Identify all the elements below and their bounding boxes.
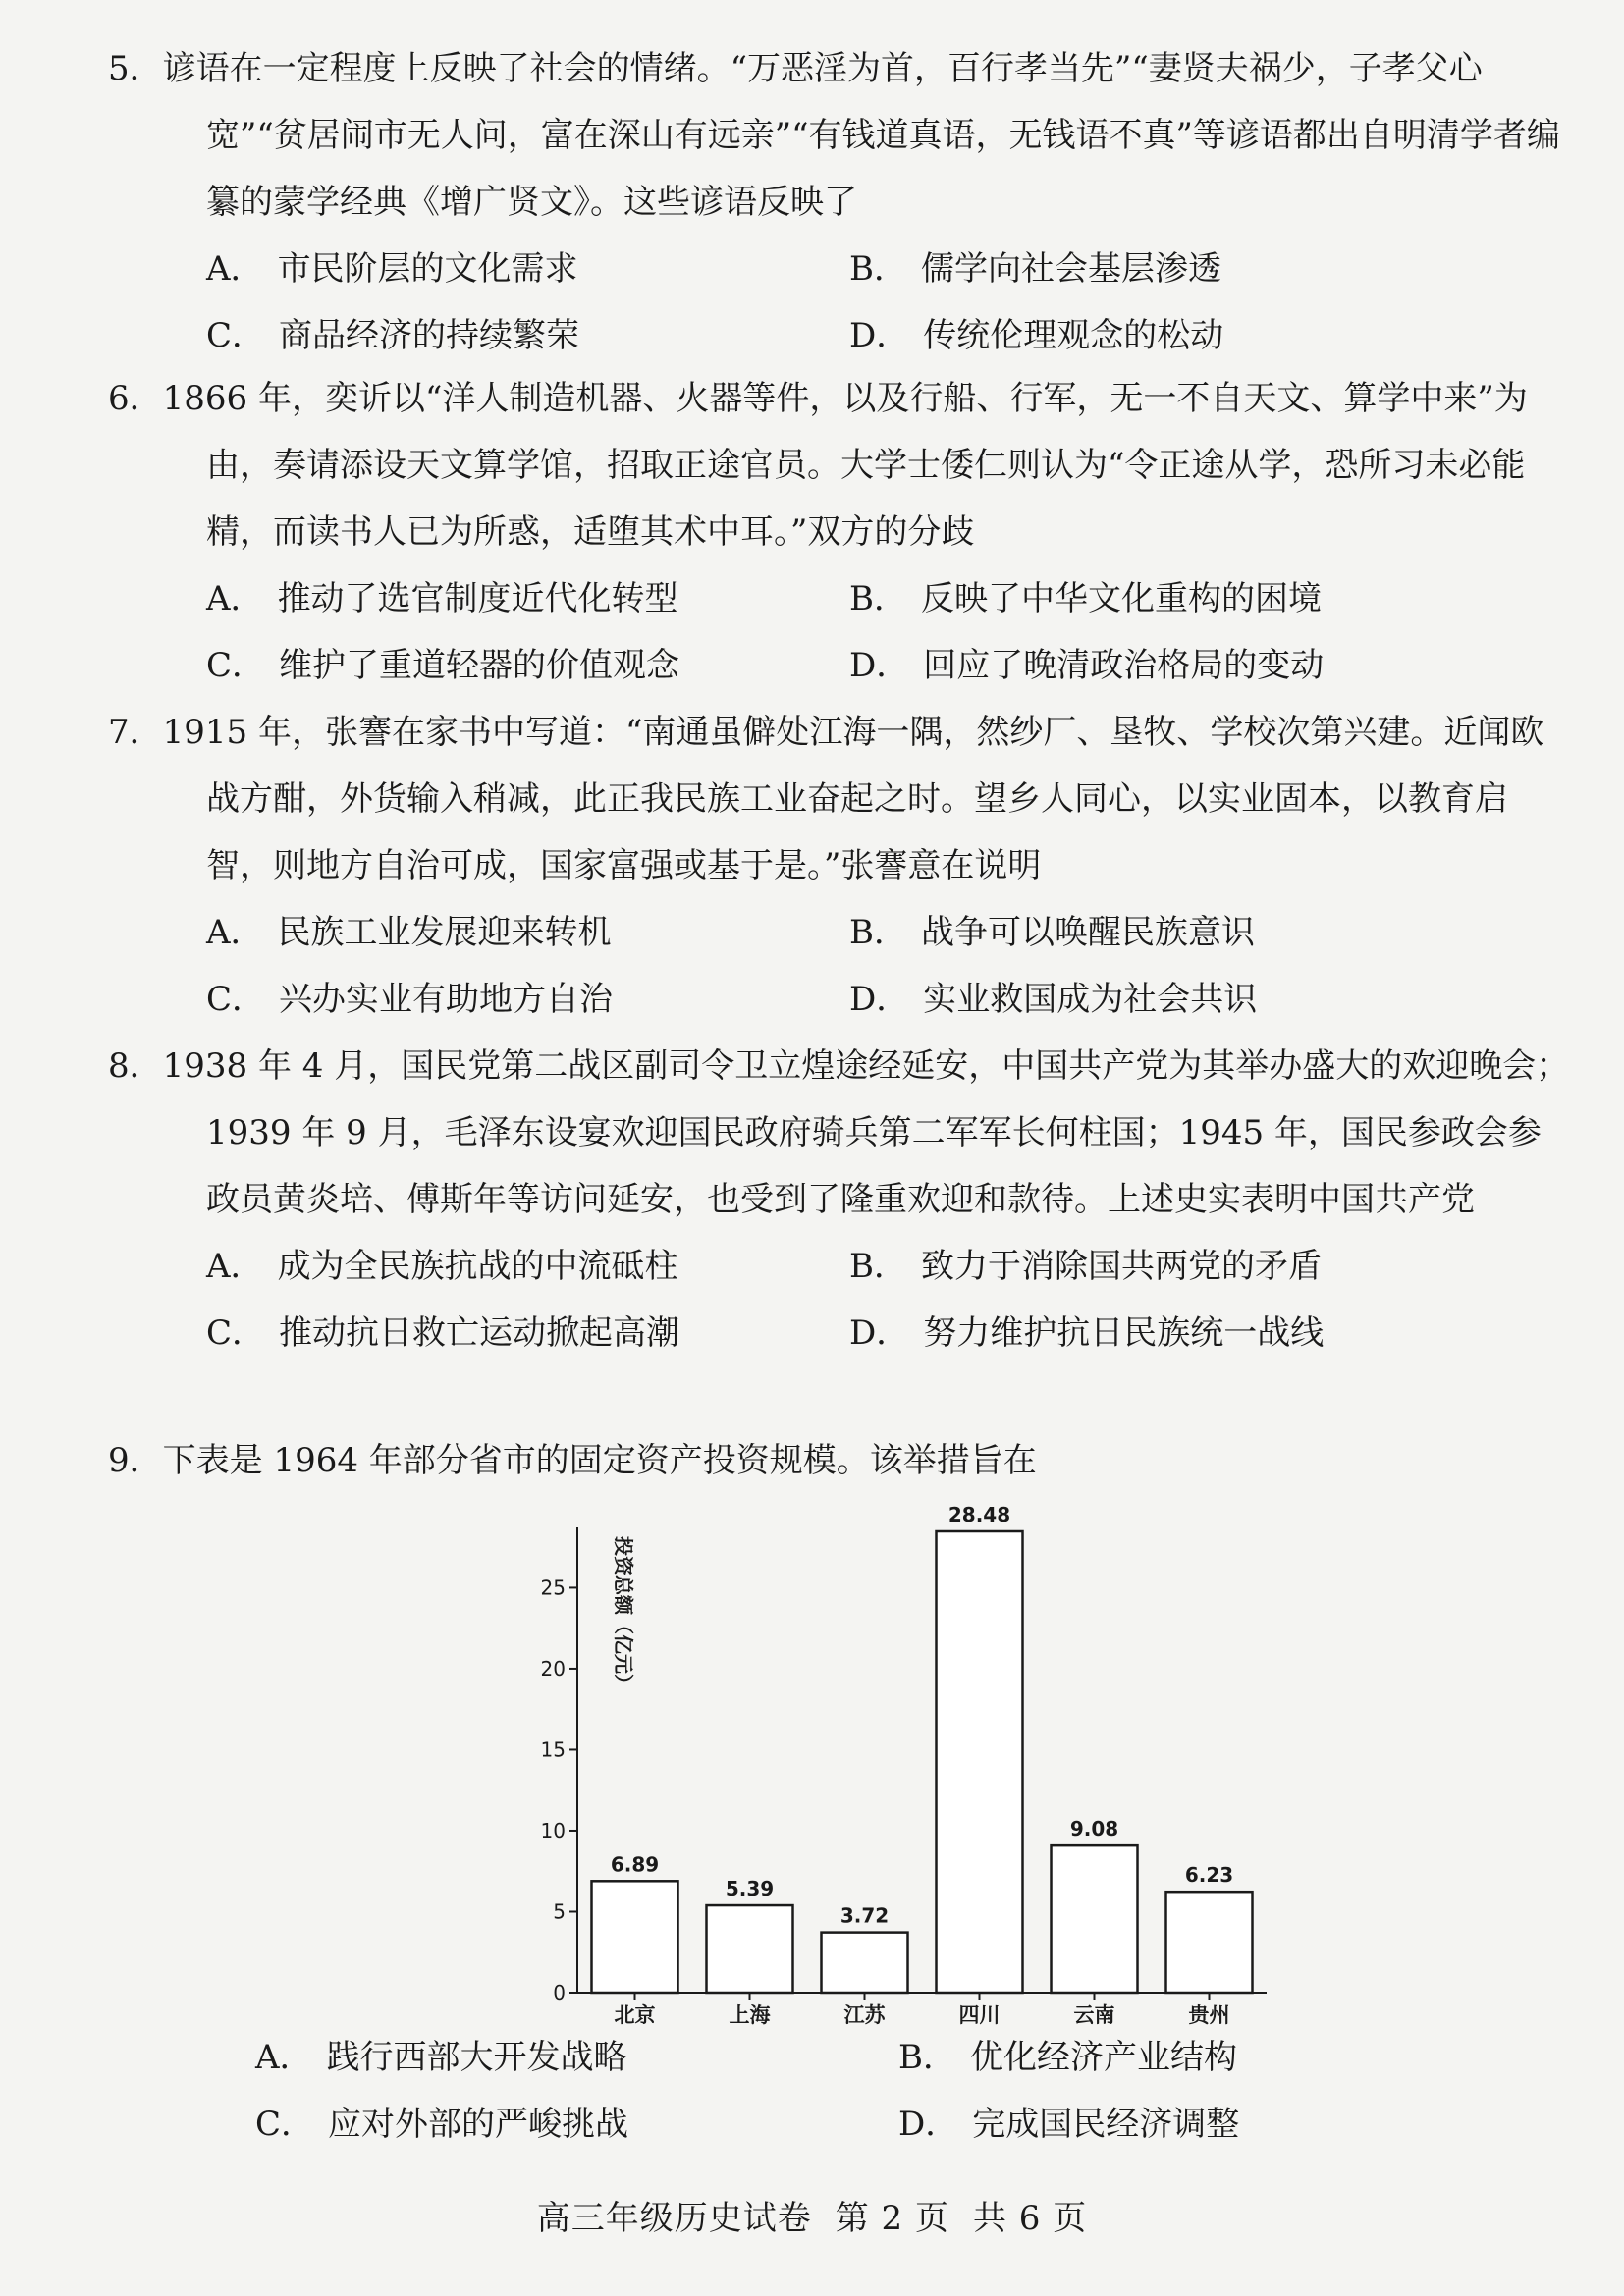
option-b[interactable]: B． 儒学向社会基层渗透 xyxy=(849,249,1221,289)
options xyxy=(206,236,1571,369)
options xyxy=(206,899,1571,1033)
question-number: 8． xyxy=(108,1046,163,1086)
question-number: 5． xyxy=(108,49,163,88)
question-stem xyxy=(108,35,1571,236)
option-a[interactable]: A． 推动了选官制度近代化转型 xyxy=(206,579,678,618)
question-5 xyxy=(108,35,1571,369)
question-text: 谚语在一定程度上反映了社会的情绪。“万恶淫为首，百行孝当先”“妻贤夫祸少，子孝父心宽”“贫居闹市无人问，富在深山有远亲”“有钱道真语，无钱语不真”等谚语都出自明清学者编纂的蒙学经典《增广贤文》。这些谚语反映了 xyxy=(162,49,1560,222)
question-number: 6． xyxy=(108,379,163,418)
bar-1 xyxy=(592,1881,678,1993)
option-a[interactable]: A． 践行西部大开发战略 xyxy=(255,2038,627,2077)
footer-page: 第 2 页 xyxy=(835,2199,949,2238)
options xyxy=(206,565,1571,699)
option-a[interactable]: A． 民族工业发展迎来转机 xyxy=(206,913,612,952)
option-d[interactable]: D． 完成国民经济调整 xyxy=(898,2105,1240,2144)
bar-value-label: 3.72 xyxy=(839,1903,890,1928)
question-text: 1866 年，奕䜣以“洋人制造机器、火器等件，以及行船、行军，无一不自天文、算学中来”为由，奏请添设天文算学馆，招取正途官员。大学士倭仁则认为“令正途从学，恐所习未必能精，而读书人已为所惑，适堕其术中耳。”双方的分歧 xyxy=(162,379,1528,552)
question-number: 9． xyxy=(108,1441,163,1480)
page-footer xyxy=(0,2191,1624,2239)
bar-value-label: 5.39 xyxy=(725,1877,775,1901)
options xyxy=(255,2024,1551,2158)
question-stem xyxy=(108,699,1571,899)
question-text: 1915 年，张謇在家书中写道：“南通虽僻处江海一隅，然纱厂、垦牧、学校次第兴建。近闻欧战方酣，外货输入稍减，此正我民族工业奋起之时。望乡人同心，以实业固本，以教育启智，则地方自治可成，国家富强或基于是。”张謇意在说明 xyxy=(162,713,1544,885)
option-d[interactable]: D． 实业救国成为社会共识 xyxy=(849,980,1258,1019)
category-label: 贵州 xyxy=(1188,2003,1230,2027)
question-9 xyxy=(108,1427,1571,1494)
option-b[interactable]: B． 战争可以唤醒民族意识 xyxy=(849,913,1255,952)
question-6 xyxy=(108,365,1571,699)
y-tick-label: 0 xyxy=(553,1981,566,2004)
option-d[interactable]: D． 回应了晚清政治格局的变动 xyxy=(849,646,1325,685)
bar-value-label: 9.08 xyxy=(1069,1817,1119,1842)
question-7 xyxy=(108,699,1571,1033)
option-c[interactable]: C． 推动抗日救亡运动掀起高潮 xyxy=(206,1313,680,1353)
category-label: 四川 xyxy=(958,2003,1001,2027)
bar-2 xyxy=(707,1905,793,1993)
bar-value-label: 28.48 xyxy=(947,1503,1011,1526)
option-a[interactable]: A． 成为全民族抗战的中流砥柱 xyxy=(206,1247,678,1286)
y-tick-label: 10 xyxy=(540,1818,566,1842)
question-text: 下表是 1964 年部分省市的固定资产投资规模。该举措旨在 xyxy=(162,1441,1037,1480)
option-c[interactable]: C． 商品经济的持续繁荣 xyxy=(206,316,580,355)
bar-value-label: 6.23 xyxy=(1184,1863,1234,1888)
question-stem xyxy=(108,1033,1571,1233)
option-d[interactable]: D． 传统伦理观念的松动 xyxy=(849,316,1224,355)
option-c[interactable]: C． 维护了重道轻器的价值观念 xyxy=(206,646,680,685)
bar-3 xyxy=(822,1933,908,1993)
option-b[interactable]: B． 反映了中华文化重构的困境 xyxy=(849,579,1322,618)
bar-6 xyxy=(1166,1892,1253,1993)
category-label: 上海 xyxy=(729,2003,771,2027)
category-label: 云南 xyxy=(1073,2003,1115,2027)
y-tick-label: 5 xyxy=(553,1899,566,1924)
option-b[interactable]: B． 致力于消除国共两党的矛盾 xyxy=(849,1247,1322,1286)
options xyxy=(206,1233,1571,1366)
question-text: 1938 年 4 月，国民党第二战区副司令卫立煌途经延安，中国共产党为其举办盛大的欢迎晚会；1939 年 9 月，毛泽东设宴欢迎国民政府骑兵第二军军长何柱国；1945 年，国民参政会参政员黄炎培、傅斯年等访问延安，也受到了隆重欢迎和款待。上述史实表明中国共产党 xyxy=(162,1046,1570,1219)
option-c[interactable]: C． 应对外部的严峻挑战 xyxy=(255,2105,629,2144)
footer-title: 高三年级历史试卷 xyxy=(536,2199,812,2238)
y-tick-label: 20 xyxy=(540,1656,566,1681)
bar-chart-svg xyxy=(491,1502,1276,2032)
y-axis-label: 投资总额（亿元） xyxy=(612,1536,635,1693)
option-a[interactable]: A． 市民阶层的文化需求 xyxy=(206,249,578,289)
question-number: 7． xyxy=(108,713,163,752)
footer-total: 共 6 页 xyxy=(973,2199,1088,2238)
y-tick-label: 15 xyxy=(540,1737,566,1762)
question-8 xyxy=(108,1033,1571,1366)
option-c[interactable]: C． 兴办实业有助地方自治 xyxy=(206,980,614,1019)
bar-4 xyxy=(937,1531,1023,1993)
question-stem xyxy=(108,365,1571,565)
option-d[interactable]: D． 努力维护抗日民族统一战线 xyxy=(849,1313,1325,1353)
y-tick-label: 25 xyxy=(540,1575,566,1600)
question-stem xyxy=(108,1427,1571,1494)
bar-value-label: 6.89 xyxy=(610,1852,660,1877)
option-b[interactable]: B． 优化经济产业结构 xyxy=(898,2038,1237,2077)
category-label: 江苏 xyxy=(843,2003,886,2027)
investment-bar-chart xyxy=(491,1502,1276,2032)
category-label: 北京 xyxy=(614,2003,656,2027)
bar-5 xyxy=(1052,1845,1138,1993)
